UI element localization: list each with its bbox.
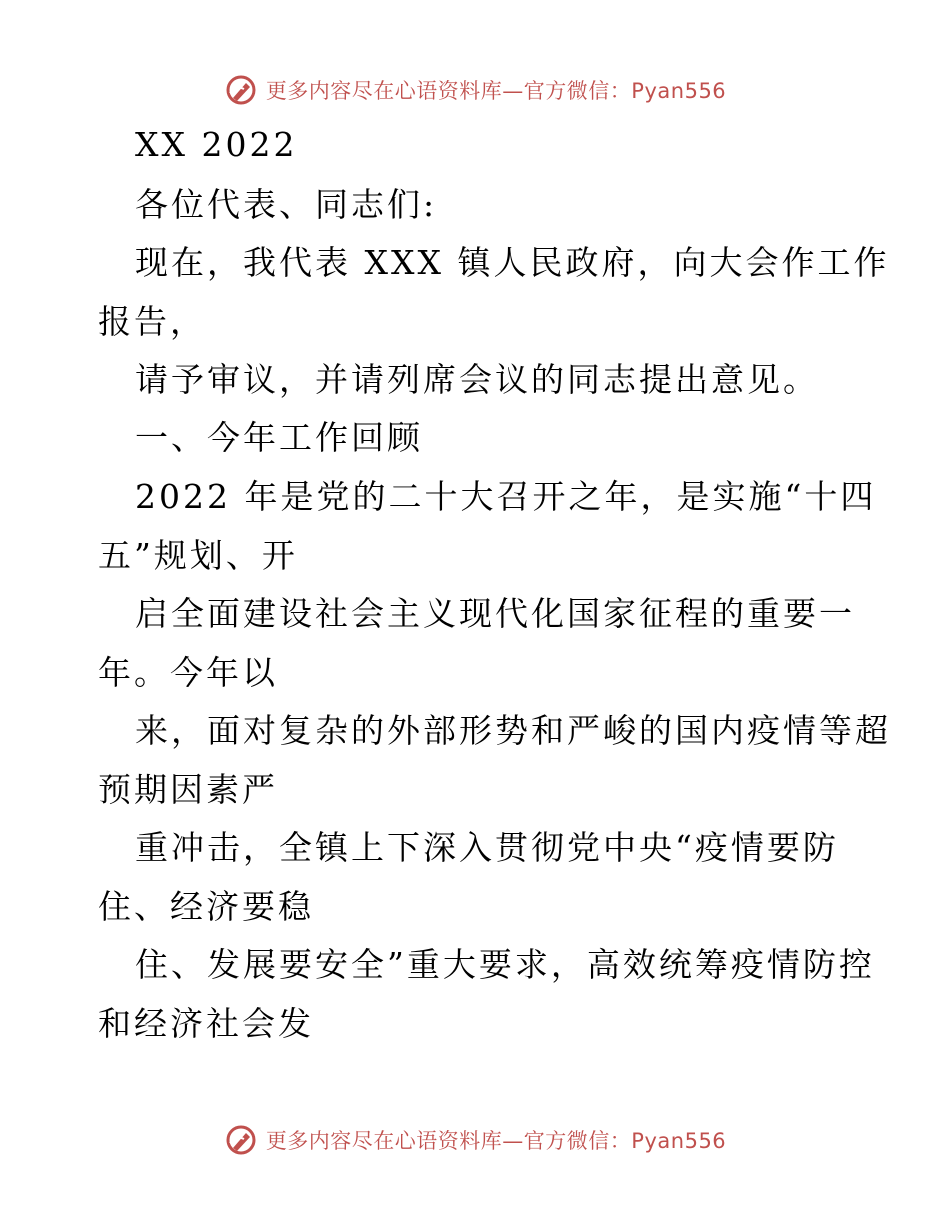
document-line: 住、经济要稳 bbox=[98, 887, 314, 926]
document-line: 重冲击，全镇上下深入贯彻党中央“疫情要防 bbox=[135, 828, 839, 867]
watermark-text: 更多内容尽在心语资料库—官方微信：Pyan556 bbox=[265, 1129, 727, 1153]
document-line: XX 2022 bbox=[135, 125, 298, 164]
document-line: 请予审议，并请列席会议的同志提出意见。 bbox=[135, 360, 819, 399]
document-line: 2022 年是党的二十大召开之年，是实施“十四 bbox=[135, 477, 877, 516]
document-line: 现在，我代表 XXX 镇人民政府，向大会作工作 bbox=[135, 243, 890, 282]
document-line: 各位代表、同志们: bbox=[135, 185, 438, 224]
section-heading: 一、今年工作回顾 bbox=[135, 418, 423, 457]
watermark-text: 更多内容尽在心语资料库—官方微信：Pyan556 bbox=[265, 79, 727, 103]
watermark-banner-bottom bbox=[0, 1120, 950, 1160]
document-line: 和经济社会发 bbox=[98, 1004, 314, 1043]
pen-swirl-logo-icon bbox=[224, 1123, 258, 1157]
document-line: 报告， bbox=[98, 302, 206, 341]
document-line: 来，面对复杂的外部形势和严峻的国内疫情等超 bbox=[135, 711, 891, 750]
document-line: 启全面建设社会主义现代化国家征程的重要一 bbox=[135, 594, 855, 633]
document-line: 预期因素严 bbox=[98, 770, 278, 809]
document-line: 住、发展要安全”重大要求，高效统筹疫情防控 bbox=[135, 945, 875, 984]
document-line: 年。今年以 bbox=[98, 653, 278, 692]
document-line: 五”规划、开 bbox=[98, 536, 298, 575]
